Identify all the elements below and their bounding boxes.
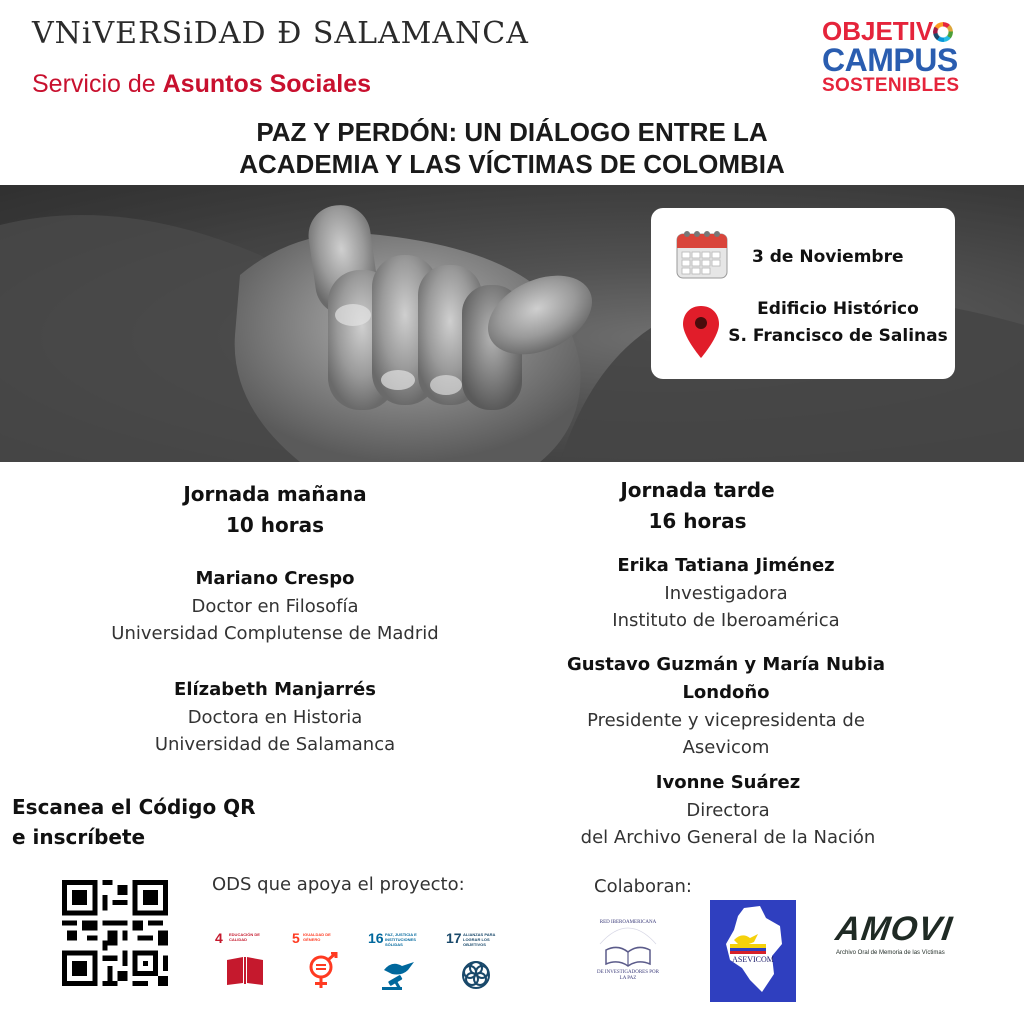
afternoon-time: 16 horas <box>648 509 747 533</box>
logo-line3: SOSTENIBLES <box>822 75 960 96</box>
sdg-number: 17 <box>446 930 462 946</box>
speaker-name: Mariano Crespo <box>195 568 355 589</box>
colombia-map-icon <box>710 900 796 1002</box>
speaker-affiliation: Universidad Complutense de Madrid <box>111 623 439 644</box>
afternoon-heading: Jornada tarde <box>620 478 775 502</box>
qr-line1: Escanea el Código QR <box>12 795 256 819</box>
speaker-block <box>60 676 490 758</box>
service-bold: Asuntos Sociales <box>162 70 372 98</box>
morning-session <box>110 479 440 541</box>
speaker-title: Investigadora <box>664 583 788 604</box>
speaker-name: Elízabeth Manjarrés <box>174 679 376 700</box>
event-title <box>112 116 912 180</box>
gender-equality-icon <box>306 952 340 990</box>
speaker-name-cont: Londoño <box>682 682 770 703</box>
speaker-title: Doctor en Filosofía <box>191 596 359 617</box>
sdg-text: PAZ, JUSTICIA E INSTITUCIONES SÓLIDAS <box>385 932 417 947</box>
sdg-number: 5 <box>292 930 300 946</box>
amovi-text: AMOVI <box>833 910 956 948</box>
sdg-4-tile <box>213 930 277 994</box>
sdg-text: IGUALDAD DE GÉNERO <box>303 932 331 942</box>
amovi-logo <box>834 910 984 960</box>
sdg-16-tile <box>366 930 430 994</box>
afternoon-session <box>560 475 835 537</box>
speaker-block <box>540 769 916 851</box>
collaborators-label: Colaboran: <box>594 876 692 897</box>
red-iberoamericana-logo <box>592 914 664 986</box>
sdg-number: 4 <box>215 930 223 946</box>
amovi-subtitle: Archivo Oral de Memoria de las Víctimas <box>836 950 945 956</box>
qr-instructions <box>12 792 256 852</box>
venue-line2: S. Francisco de Salinas <box>728 326 948 346</box>
sdg-number: 16 <box>368 930 384 946</box>
dove-gavel-icon <box>380 956 418 990</box>
service-prefix: Servicio de <box>32 70 163 98</box>
logo-line2: CAMPUS <box>822 42 958 78</box>
ods-label: ODS que apoya el proyecto: <box>212 874 465 895</box>
partnership-flower-icon <box>461 960 491 990</box>
asevicom-logo <box>710 900 796 1002</box>
event-info-card <box>651 208 955 379</box>
speaker-name: Ivonne Suárez <box>655 772 801 793</box>
asevicom-text: ASEVICOM <box>732 955 774 964</box>
sdg-text: ALIANZAS PARA LOGRAR LOS OBJETIVOS <box>463 932 496 947</box>
sdg-text: EDUCACIÓN DE CALIDAD <box>229 932 260 942</box>
speaker-affiliation: del Archivo General de la Nación <box>580 827 876 848</box>
registration-qr-code[interactable] <box>62 880 168 986</box>
sdg-17-tile <box>444 930 508 994</box>
objetivo-campus-logo <box>822 18 972 95</box>
book-icon <box>225 954 265 986</box>
venue-line1: Edificio Histórico <box>757 299 919 319</box>
qr-line2: e inscríbete <box>12 825 146 849</box>
speaker-block <box>530 651 922 761</box>
speaker-block <box>540 552 912 634</box>
title-line2: ACADEMIA Y LAS VÍCTIMAS DE COLOMBIA <box>239 149 785 179</box>
calendar-icon <box>675 226 729 280</box>
speaker-affiliation: Instituto de Iberoamérica <box>612 610 840 631</box>
event-date: 3 de Noviembre <box>752 247 904 267</box>
logo-line1: OBJETIV <box>822 16 934 46</box>
location-pin-icon <box>681 304 721 360</box>
sdg-5-tile <box>290 930 354 994</box>
event-venue <box>721 296 955 350</box>
service-name <box>32 70 371 99</box>
speaker-affiliation: Universidad de Salamanca <box>154 734 396 755</box>
university-name: VNiVERSiDAD Ð SALAMANCA <box>32 16 529 51</box>
morning-heading: Jornada mañana <box>183 482 367 506</box>
red-bottom-text: DE INVESTIGADORES POR LA PAZ <box>597 970 659 981</box>
speaker-title: Doctora en Historia <box>187 707 363 728</box>
title-line1: PAZ Y PERDÓN: UN DIÁLOGO ENTRE LA <box>256 117 768 147</box>
speaker-title: Directora <box>686 800 770 821</box>
speaker-affiliation: Asevicom <box>682 737 770 758</box>
morning-time: 10 horas <box>225 513 325 537</box>
red-top-text: RED IBEROAMERICANA <box>599 920 657 925</box>
speaker-name: Erika Tatiana Jiménez <box>617 555 835 576</box>
speaker-title: Presidente y vicepresidenta de <box>587 710 865 731</box>
sdg-wheel-icon <box>933 22 953 42</box>
speaker-block <box>60 565 490 647</box>
speaker-name: Gustavo Guzmán y María Nubia <box>566 654 886 675</box>
